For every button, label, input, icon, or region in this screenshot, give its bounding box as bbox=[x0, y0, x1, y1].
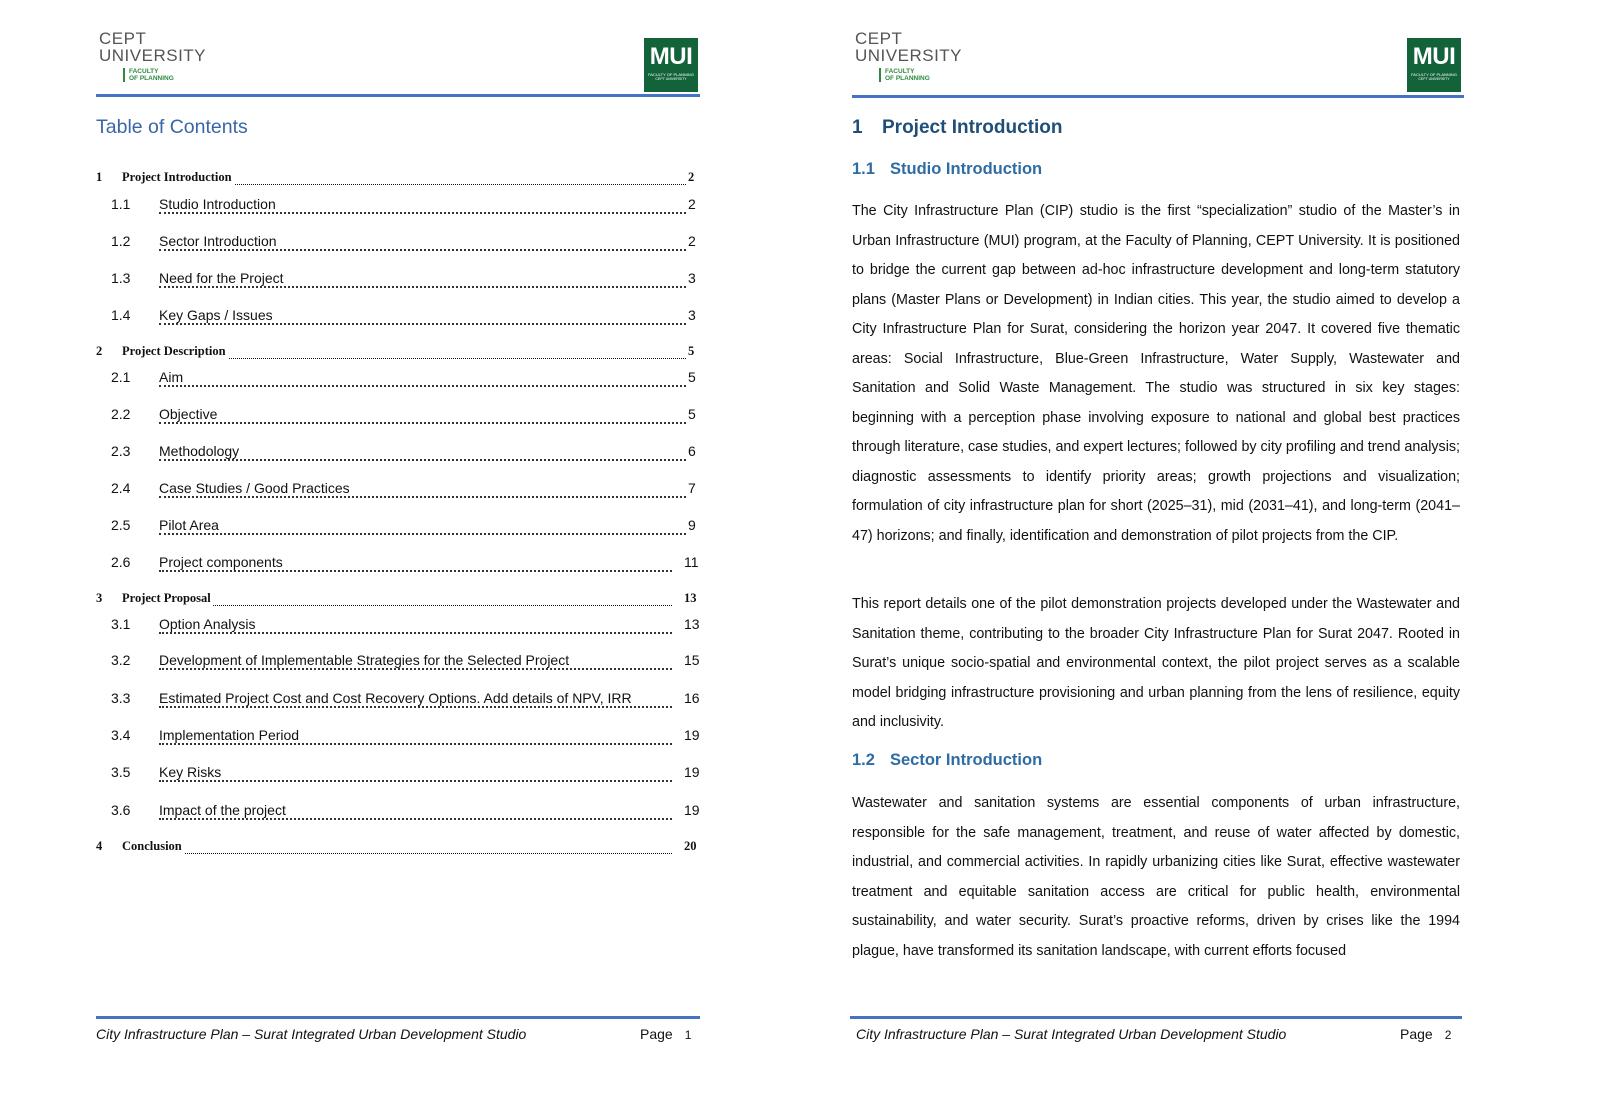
footer-page-num: 2 bbox=[1444, 1028, 1452, 1042]
mui-logo-text: MUI bbox=[649, 43, 693, 70]
toc-entry-number: 4 bbox=[96, 839, 103, 853]
footer-text-right: City Infrastructure Plan – Surat Integrated Urban Development Studio bbox=[856, 1026, 1287, 1042]
toc-entry-number: 2.6 bbox=[111, 554, 131, 570]
toc-entry-number: 3 bbox=[96, 591, 103, 605]
toc-entry[interactable] bbox=[96, 802, 702, 822]
toc-entry-number: 1.3 bbox=[111, 270, 131, 286]
logo-faculty-line2: OF PLANNING bbox=[885, 75, 930, 82]
header-rule-right bbox=[852, 95, 1464, 98]
mui-logo-right bbox=[1407, 38, 1461, 92]
toc-entry-number: 1.2 bbox=[111, 233, 131, 249]
toc-entry-number: 1.4 bbox=[111, 307, 131, 323]
footer-page-label: Page bbox=[1400, 1026, 1433, 1042]
toc-entry-title: Project Description bbox=[122, 344, 226, 358]
toc-entry[interactable] bbox=[96, 307, 702, 327]
footer-page-number-right bbox=[1400, 1026, 1451, 1042]
toc-entry-number: 3.5 bbox=[111, 764, 131, 780]
toc-entry[interactable] bbox=[96, 344, 702, 364]
toc-entry-page: 11 bbox=[684, 554, 699, 570]
toc-entry-page: 3 bbox=[688, 270, 696, 286]
toc-entry-title: Impact of the project bbox=[159, 802, 286, 818]
toc-entry[interactable] bbox=[96, 764, 702, 784]
mui-logo bbox=[644, 38, 698, 92]
toc-entry-leader bbox=[122, 839, 672, 854]
heading-number: 1.1 bbox=[852, 160, 875, 178]
toc-entry[interactable] bbox=[96, 233, 702, 253]
toc-entry-page: 16 bbox=[684, 690, 700, 706]
toc-entry-page: 19 bbox=[684, 802, 700, 818]
toc-entry-title: Methodology bbox=[159, 443, 240, 459]
heading-title: Sector Introduction bbox=[890, 751, 1043, 769]
toc-entry[interactable] bbox=[96, 270, 702, 290]
toc-entry[interactable] bbox=[96, 369, 702, 389]
toc-entry[interactable] bbox=[96, 406, 702, 426]
mui-logo-sub2: CEPT UNIVERSITY bbox=[655, 77, 687, 81]
toc-entry[interactable] bbox=[96, 480, 702, 500]
logo-faculty-line1: FACULTY bbox=[129, 68, 159, 75]
toc-entry-title: Case Studies / Good Practices bbox=[159, 480, 350, 496]
heading-number: 1 bbox=[852, 117, 863, 138]
logo-line2: UNIVERSITY bbox=[99, 46, 207, 65]
header-rule bbox=[96, 94, 700, 97]
logo-faculty-line2: OF PLANNING bbox=[129, 75, 174, 82]
toc-entry-page: 15 bbox=[684, 652, 700, 668]
footer-rule-right bbox=[850, 1016, 1462, 1019]
toc-entry-number: 1 bbox=[96, 170, 103, 184]
footer-text: City Infrastructure Plan – Surat Integrated Urban Development Studio bbox=[96, 1026, 527, 1042]
paragraph-studio-intro: The City Infrastructure Plan (CIP) studio is the first “specialization” studio of the Master’s in Urban Infrastructure (MUI) program, at the Faculty of Planning, CEPT University. It is positioned to bridge the current gap between ad-hoc infrastructure development and long-term statutory plans (Master Plans or Development) in Indian cities. This year, the studio aimed to develop a City Infrastructure Plan for Surat, considering the horizon year 2047. It covered five thematic areas: Social Infrastructure, Blue-Green Infrastructure, Water Supply, Wastewater and Sanitation and Solid Waste Management. The studio was structured in six key stages: beginning with a perception phase involving exposure to national and global best practices through literature, case studies, and expert lectures; followed by city profiling and trend analysis; diagnostic assessments to identify priority areas; growth projections and visualization; formulation of city infrastructure plan for short (2025–31), mid (2031–41), and long-term (2041–47) horizons; and finally, identification and demonstration of pilot projects from the CIP. bbox=[852, 203, 1460, 544]
toc-entry-title: Estimated Project Cost and Cost Recovery Options. Add details of NPV, IRR bbox=[159, 690, 632, 706]
toc-entry-number: 2.3 bbox=[111, 443, 131, 459]
toc-entry[interactable] bbox=[96, 170, 702, 190]
footer-page-label: Page bbox=[640, 1026, 673, 1042]
toc-entry-number: 3.1 bbox=[111, 616, 131, 632]
toc-entry[interactable] bbox=[96, 616, 702, 636]
toc-entry-title: Project Proposal bbox=[122, 591, 211, 605]
toc-entry-page: 19 bbox=[684, 764, 700, 780]
heading-title: Project Introduction bbox=[882, 117, 1063, 138]
toc-entry-page: 20 bbox=[684, 839, 697, 853]
logo-faculty bbox=[879, 68, 962, 82]
toc-entry-page: 9 bbox=[688, 517, 696, 533]
toc-entry-title: Option Analysis bbox=[159, 616, 256, 632]
toc-entry-title: Key Gaps / Issues bbox=[159, 307, 273, 323]
toc-entry-page: 5 bbox=[688, 406, 696, 422]
mui-logo-sub1: FACULTY OF PLANNING bbox=[1411, 72, 1457, 77]
toc-entry[interactable] bbox=[96, 839, 702, 859]
toc-entry-number: 2.2 bbox=[111, 406, 131, 422]
toc-entry[interactable] bbox=[96, 443, 702, 463]
toc-entry-number: 2 bbox=[96, 344, 103, 358]
toc-entry[interactable] bbox=[96, 196, 702, 216]
footer-page-number bbox=[640, 1026, 691, 1042]
toc-entry-page: 5 bbox=[688, 369, 696, 385]
cept-logo bbox=[99, 30, 206, 82]
footer-rule bbox=[96, 1016, 700, 1019]
logo-line1: CEPT bbox=[855, 29, 903, 48]
toc-entry[interactable] bbox=[96, 554, 702, 574]
cept-logo-right bbox=[855, 30, 962, 82]
toc-entry-page: 5 bbox=[688, 344, 695, 358]
toc-entry-leader bbox=[159, 517, 686, 535]
toc-entry[interactable] bbox=[96, 517, 702, 537]
paragraph-pilot-project: This report details one of the pilot demonstration projects developed under the Wastewater and Sanitation theme, contributing to the broader City Infrastructure Plan for Surat 2047. Rooted in Surat’s unique socio-spatial and environmental context, the pilot project serves as a scalable model bridging infrastructure provisioning and urban planning from the lens of resilience, equity and inclusivity. bbox=[852, 596, 1460, 730]
toc-entry-page: 2 bbox=[688, 233, 696, 249]
toc-entry-title: Objective bbox=[159, 406, 218, 422]
toc-entry-page: 19 bbox=[684, 727, 700, 743]
paragraph-sector-intro: Wastewater and sanitation systems are essential components of urban infrastructure, responsible for the safe management, treatment, and reuse of water affected by domestic, industrial, and commercial activities. In rapidly urbanizing cities like Surat, effective wastewater treatment and equitable sanitation access are critical for public health, environmental sustainability, and water security. Surat’s proactive reforms, driven by crises like the 1994 plague, have transformed its sanitation landscape, with current efforts focused bbox=[852, 795, 1460, 959]
heading-project-introduction bbox=[852, 117, 1063, 139]
toc-entry-number: 3.6 bbox=[111, 802, 131, 818]
mui-logo-text: MUI bbox=[1412, 43, 1456, 70]
toc-entry-title: Conclusion bbox=[122, 839, 182, 853]
toc-entry-title: Implementation Period bbox=[159, 727, 300, 743]
toc-entry-number: 3.3 bbox=[111, 690, 131, 706]
logo-line2: UNIVERSITY bbox=[855, 46, 963, 65]
toc-entry-number: 3.2 bbox=[111, 652, 131, 668]
toc-entry-title: Sector Introduction bbox=[159, 233, 277, 249]
toc-entry-page: 13 bbox=[684, 616, 700, 632]
toc-entry-title: Need for the Project bbox=[159, 270, 284, 286]
logo-faculty-line1: FACULTY bbox=[885, 68, 915, 75]
toc-entry-page: 2 bbox=[688, 196, 696, 212]
toc-entry-page: 6 bbox=[688, 443, 696, 459]
toc-entry-title: Development of Implementable Strategies for the Selected Project bbox=[159, 652, 570, 668]
toc-entry[interactable] bbox=[96, 591, 702, 611]
toc-entry-title: Aim bbox=[159, 369, 184, 385]
toc-entry-leader bbox=[159, 406, 686, 424]
toc-entry-title: Pilot Area bbox=[159, 517, 219, 533]
toc-entry-title: Key Risks bbox=[159, 764, 222, 780]
toc-entry-page: 3 bbox=[688, 307, 696, 323]
toc-entry[interactable] bbox=[96, 652, 702, 672]
toc-entry-title: Studio Introduction bbox=[159, 196, 276, 212]
toc-entry-page: 13 bbox=[684, 591, 697, 605]
toc-title: Table of Contents bbox=[96, 116, 248, 138]
mui-logo-sub2: CEPT UNIVERSITY bbox=[1418, 77, 1450, 81]
heading-title: Studio Introduction bbox=[890, 160, 1043, 178]
toc-entry-number: 2.1 bbox=[111, 369, 131, 385]
toc-entry[interactable] bbox=[96, 727, 702, 747]
toc-entry-number: 2.4 bbox=[111, 480, 131, 496]
toc-entry-number: 3.4 bbox=[111, 727, 131, 743]
logo-faculty bbox=[123, 68, 206, 82]
toc-entry-page: 7 bbox=[688, 480, 696, 496]
toc-entry-leader bbox=[159, 369, 686, 387]
toc-entry-leader bbox=[159, 764, 672, 782]
heading-studio-introduction bbox=[852, 160, 1042, 179]
mui-logo-sub1: FACULTY OF PLANNING bbox=[648, 72, 694, 77]
heading-sector-introduction bbox=[852, 751, 1042, 770]
toc-entry[interactable] bbox=[96, 690, 702, 710]
toc-entry-number: 2.5 bbox=[111, 517, 131, 533]
heading-number: 1.2 bbox=[852, 751, 875, 769]
toc-entry-page: 2 bbox=[688, 170, 695, 184]
logo-line1: CEPT bbox=[99, 29, 147, 48]
toc-entry-title: Project Introduction bbox=[122, 170, 232, 184]
toc-entry-number: 1.1 bbox=[111, 196, 131, 212]
footer-page-num: 1 bbox=[684, 1028, 692, 1042]
toc-entry-title: Project components bbox=[159, 554, 283, 570]
